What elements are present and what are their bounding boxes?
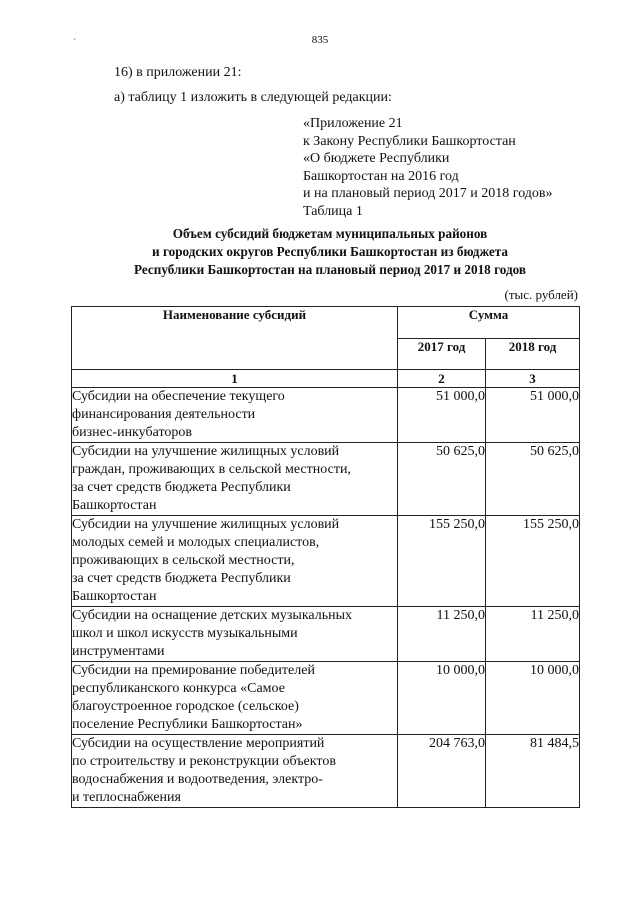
amount-2017: 155 250,0 xyxy=(398,516,486,607)
item-16: 16) в приложении 21: xyxy=(114,65,242,80)
header-2017: 2017 год xyxy=(398,338,486,370)
amount-2017: 204 763,0 xyxy=(398,735,486,808)
amount-2018: 11 250,0 xyxy=(486,607,580,662)
column-number: 2 xyxy=(398,370,486,388)
amount-2017: 10 000,0 xyxy=(398,662,486,735)
amount-2017: 50 625,0 xyxy=(398,443,486,516)
subsidy-name: Субсидии на улучшение жилищных условий граждан, проживающих в сельской местности, за счет средств бюджета Республики Башкортостан xyxy=(72,443,398,516)
appendix-line: Башкортостан на 2016 год xyxy=(303,168,459,184)
appendix-reference xyxy=(303,115,553,220)
header-name: Наименование субсидий xyxy=(72,307,398,370)
page-number: 835 xyxy=(311,34,329,46)
amount-2017: 11 250,0 xyxy=(398,607,486,662)
header-sum: Сумма xyxy=(398,307,580,339)
column-number: 3 xyxy=(486,370,580,388)
table-body xyxy=(72,388,580,808)
subsidy-name: Субсидии на обеспечение текущего финансирования деятельности бизнес-инкубаторов xyxy=(72,388,398,443)
column-number: 1 xyxy=(72,370,398,388)
title-line: Республики Башкортостан на плановый период 2017 и 2018 годов xyxy=(133,262,527,277)
amount-2017: 51 000,0 xyxy=(398,388,486,443)
stray-mark: ´ xyxy=(73,38,77,49)
title-line: и городских округов Республики Башкортостан из бюджета xyxy=(152,244,508,259)
table-title xyxy=(80,225,580,279)
title-line: Объем субсидий бюджетам муниципальных районов xyxy=(172,226,488,241)
amount-2018: 50 625,0 xyxy=(486,443,580,516)
unit-label: (тыс. рублей) xyxy=(504,287,578,302)
table-row xyxy=(72,388,580,443)
table-row xyxy=(72,735,580,808)
table-row xyxy=(72,443,580,516)
amount-2018: 155 250,0 xyxy=(486,516,580,607)
appendix-line: Таблица 1 xyxy=(303,203,363,219)
appendix-line: «О бюджете Республики xyxy=(303,151,450,166)
subsidy-name: Субсидии на премирование победителей республиканского конкурса «Самое благоустроенное городское (сельское) поселение Республики Башкортостан» xyxy=(72,662,398,735)
subsidy-name: Субсидии на улучшение жилищных условий молодых семей и молодых специалистов, проживающих в сельской местности, за счет средств бюджета Республики Башкортостан xyxy=(72,516,398,607)
amount-2018: 10 000,0 xyxy=(486,662,580,735)
subsidy-name: Субсидии на осуществление мероприятий по строительству и реконструкции объектов водоснабжения и водоотведения, электро- и теплоснабжения xyxy=(72,735,398,808)
amount-2018: 51 000,0 xyxy=(486,388,580,443)
table-row xyxy=(72,516,580,607)
appendix-line: «Приложение 21 xyxy=(303,116,403,131)
subsidies-table xyxy=(71,306,580,808)
item-a: а) таблицу 1 изложить в следующей редакции: xyxy=(114,90,392,105)
appendix-line: и на плановый период 2017 и 2018 годов» xyxy=(303,186,553,201)
subsidy-name: Субсидии на оснащение детских музыкальных школ и школ искусств музыкальными инструментами xyxy=(72,607,398,662)
table-row xyxy=(72,662,580,735)
amount-2018: 81 484,5 xyxy=(486,735,580,808)
appendix-line: к Закону Республики Башкортостан xyxy=(303,133,516,149)
header-2018: 2018 год xyxy=(486,338,580,370)
table-row xyxy=(72,607,580,662)
